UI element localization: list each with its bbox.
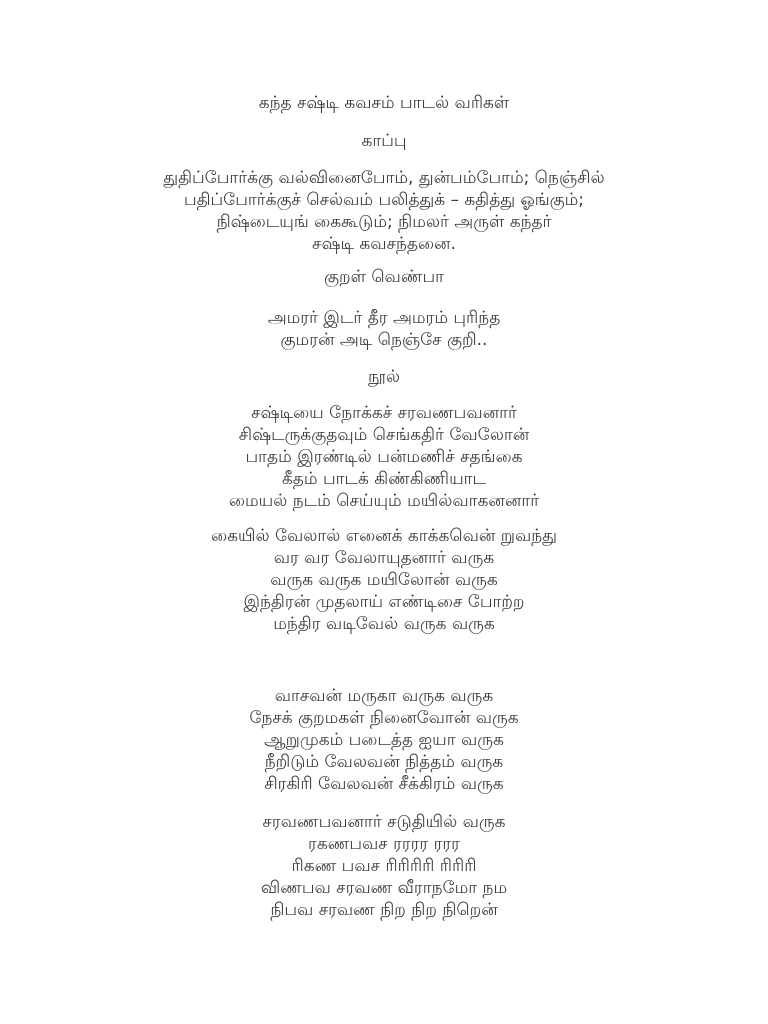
verse-line: சஷ்டியை நோக்கச் சரவணபவனார் (251, 403, 517, 423)
verse-line: விணபவ சரவண வீராநமோ நம (260, 878, 508, 898)
verse-line: சிஷ்டருக்குதவும் செங்கதிர் வேலோன் (238, 425, 530, 445)
verse-line: ஆறுமுகம் படைத்த ஐயா வருக (264, 730, 504, 750)
verse-line: நேசக் குறமகள் நினைவோன் வருக (249, 708, 519, 728)
verse-line: மையல் நடம் செய்யும் மயில்வாகனனார் (228, 491, 540, 511)
verse-line: கீதம் பாடக் கிண்கிணியாட (281, 469, 487, 489)
verse-line: பாதம் இரண்டில் பன்மணிச் சதங்கை (245, 447, 523, 467)
kural-heading (0, 266, 768, 288)
verse-line: பதிப்போர்க்குச் செல்வம் பலித்துக் – கதித்து ஓங்கும்; (183, 190, 585, 210)
stanza-3 (0, 685, 768, 795)
nool-heading (0, 366, 768, 388)
verse-line: ரகணபவச ரரரர ரரர (308, 834, 460, 854)
section-heading: காப்பு (361, 131, 407, 151)
verse-line: சிரகிரி வேலவன் சீக்கிரம் வருக (264, 774, 504, 794)
verse-line: இந்திரன் முதலாய் எண்டிசை போற்ற (243, 592, 525, 612)
verse-line: ரிகண பவச ரிரிரிரி ரிரிரி (291, 856, 477, 876)
verse-line: மந்திர வடிவேல் வருக வருக (273, 614, 495, 634)
verse-line: துதிப்போர்க்கு வல்வினைபோம், துன்பம்போம்; நெஞ்சில் (163, 168, 605, 188)
title-line: கந்த சஷ்டி கவசம் பாடல் வரிகள் (258, 93, 510, 113)
verse-line: அமரர் இடர் தீர அமரம் புரிந்த (267, 308, 501, 328)
section-heading: குறள் வெண்பா (324, 267, 444, 287)
stanza-2 (0, 525, 768, 635)
document-title (0, 92, 768, 114)
section-heading: நூல் (368, 367, 400, 387)
kaappu-verse (0, 167, 768, 255)
kural-verse (0, 307, 768, 351)
verse-line: சரவணபவனார் சடுதியில் வருக (262, 812, 506, 832)
verse-line: கையில் வேலால் எனைக் காக்கவென் றுவந்து (211, 526, 557, 546)
verse-line: சஷ்டி கவசந்தனை. (312, 234, 456, 254)
verse-line: நீறிடும் வேலவன் நித்தம் வருக (264, 752, 504, 772)
stanza-4 (0, 811, 768, 921)
stanza-1 (0, 402, 768, 512)
kaappu-heading (0, 130, 768, 152)
verse-line: நிபவ சரவண நிற நிற நிறென் (270, 900, 498, 920)
verse-line: வாசவன் மருகா வருக வருக (274, 686, 494, 706)
verse-line: வர வர வேலாயுதனார் வருக (273, 548, 495, 568)
verse-line: நிஷ்டையுங் கைகூடும்; நிமலர் அருள் கந்தர் (216, 212, 552, 232)
verse-line: குமரன் அடி நெஞ்சே குறி.. (280, 330, 488, 350)
verse-line: வருக வருக மயிலோன் வருக (270, 570, 498, 590)
